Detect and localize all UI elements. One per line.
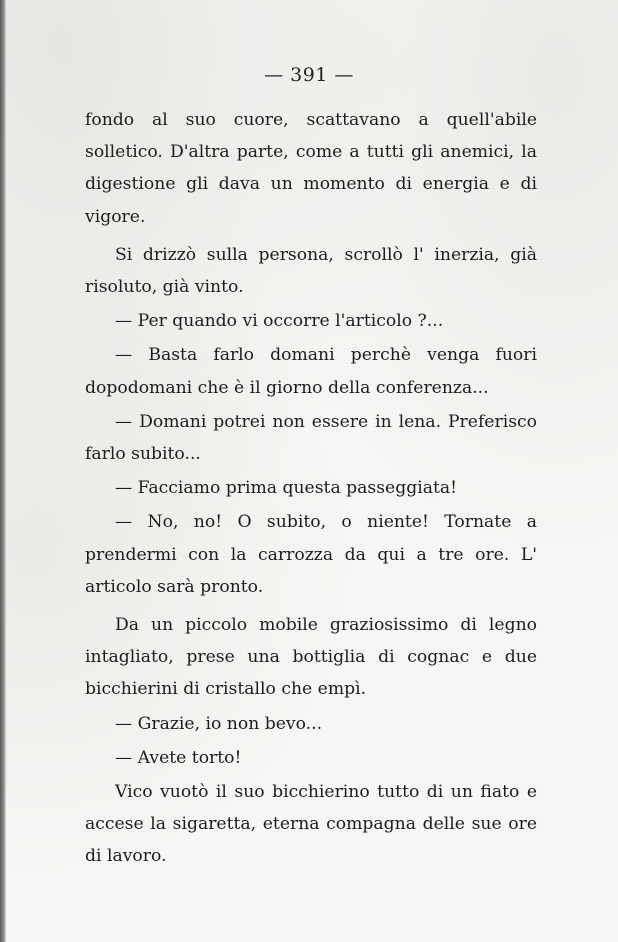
dialogue-line: — Grazie, io non bevo...	[115, 713, 323, 734]
dialogue-line: — Domani potrei non essere in lena. Preferisco farlo subito...	[85, 411, 537, 465]
dialogue-line: — No, no! O subito, o niente! Tornate a prendermi con la carrozza da qui a tre ore. L' articolo sarà pronto.	[85, 512, 537, 597]
page-number: — 391 —	[264, 64, 354, 86]
paragraph: Da un piccolo mobile graziosissimo di legno intagliato, prese una bottiglia di cognac e due bicchierini di cristallo che empì.	[85, 615, 537, 700]
paragraph: Vico vuotò il suo bicchierino tutto di un fiato e accese la sigaretta, eterna compagna delle sue ore di lavoro.	[85, 782, 537, 867]
dialogue-line: — Facciamo prima questa passeggiata!	[115, 478, 458, 499]
paragraph: Si drizzò sulla persona, scrollò l' inerzia, già risoluto, già vinto.	[85, 244, 537, 298]
body-text	[85, 104, 537, 873]
dialogue-line: — Basta farlo domani perchè venga fuori dopodomani che è il giorno della conferenza...	[85, 345, 537, 398]
dialogue-line: — Avete torto!	[115, 747, 242, 768]
page-binding-edge	[0, 0, 6, 942]
dialogue-line: — Per quando vi occorre l'articolo ?...	[115, 311, 444, 332]
paragraph: fondo al suo cuore, scattavano a quell'abile solletico. D'altra parte, come a tutti gli anemici, la digestione gli dava un momento di energia e di vigore.	[85, 110, 537, 227]
